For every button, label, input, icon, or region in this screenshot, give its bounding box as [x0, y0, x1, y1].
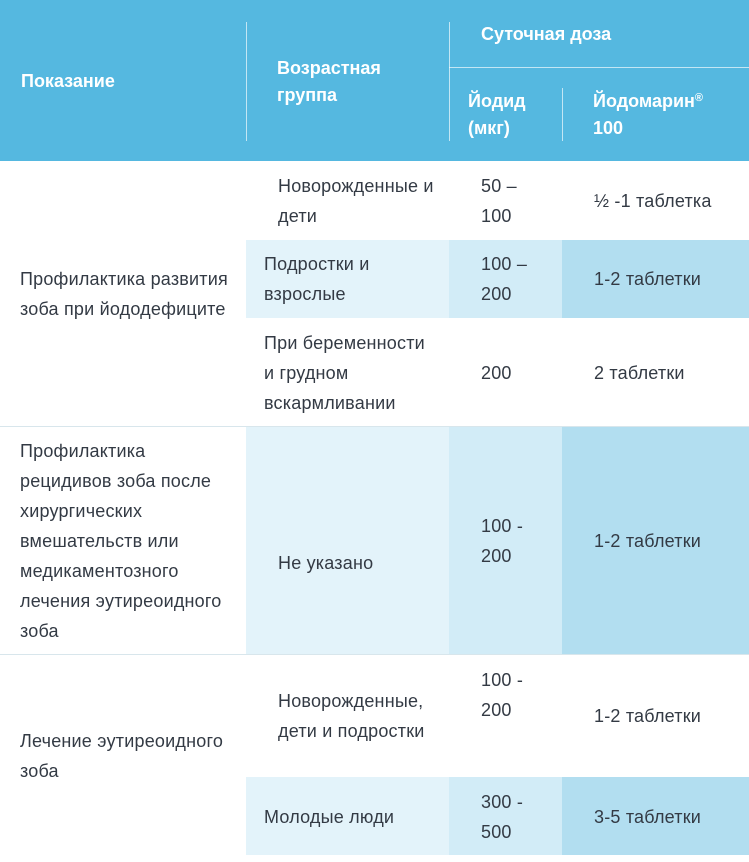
age-group-bg: [246, 427, 449, 654]
iodide-cell: 100 - 200: [481, 516, 524, 566]
age-group-cell: Новорожденные, дети и подростки: [278, 691, 425, 741]
tablets-cell: 1-2 таблетки: [594, 706, 702, 726]
age-group-cell: Подростки и взрослые: [264, 254, 370, 304]
indication-treatment: Лечение эутиреоидного зоба: [20, 731, 224, 781]
header-divider: [449, 67, 749, 68]
row-divider: [0, 654, 749, 655]
iodide-cell: 300 - 500: [481, 792, 524, 842]
age-group-cell: Новорожденные и дети: [278, 176, 434, 226]
header-age-group: Возрастная группа: [277, 58, 381, 105]
header-indication: Показание: [21, 71, 115, 91]
age-group-cell: Молодые люди: [264, 807, 395, 827]
iodide-cell: 100 – 200: [481, 254, 528, 304]
indication-prevention: Профилактика развития зоба при йододефиците: [20, 269, 228, 319]
age-group-cell: Не указано: [278, 553, 374, 573]
header-product: Йодомарин® 100: [593, 91, 704, 138]
tablets-cell: 1-2 таблетки: [594, 269, 702, 289]
indication-relapse-prevention: Профилактика рецидивов зоба после хирургических вмешательств или медикаментозного лечения эутиреоидного зоба: [20, 441, 222, 641]
age-group-cell: При беременности и грудном вскармливании: [264, 333, 425, 413]
header-daily-dose: Суточная доза: [481, 24, 612, 44]
tablets-cell: 2 таблетки: [594, 363, 685, 383]
tablets-cell: 3-5 таблетки: [594, 807, 702, 827]
header-divider: [449, 22, 450, 141]
iodide-cell: 100 - 200: [481, 670, 524, 720]
tablets-cell: 1-2 таблетки: [594, 531, 702, 551]
iodide-cell: 200: [481, 363, 512, 383]
tablets-cell: ½ -1 таблетка: [594, 191, 712, 211]
header-divider: [246, 22, 247, 141]
header-divider: [562, 88, 563, 141]
header-iodide: Йодид (мкг): [468, 91, 526, 138]
iodide-cell: 50 – 100: [481, 176, 517, 226]
